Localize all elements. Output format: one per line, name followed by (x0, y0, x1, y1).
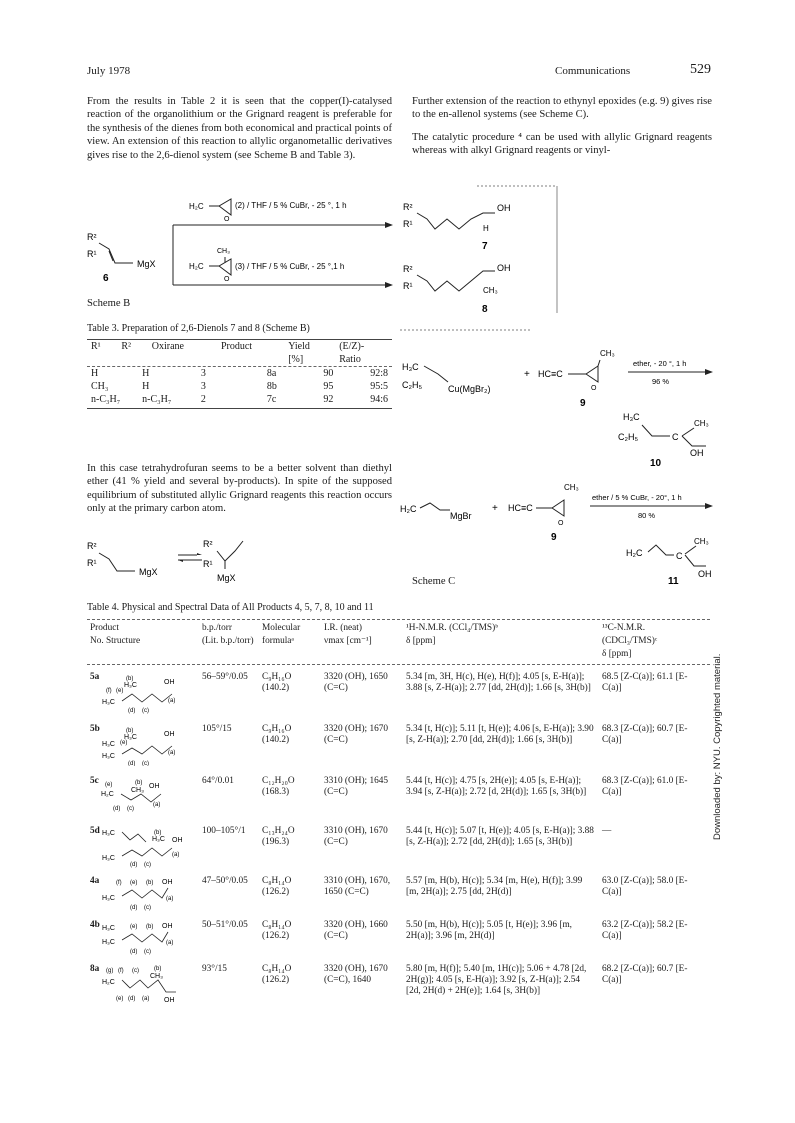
scheme-b-o-top: O (224, 216, 230, 223)
svg-text:(e): (e) (115, 687, 123, 694)
scheme-b-mgx: MgX (137, 259, 156, 269)
svg-text:H₃C: H₃C (102, 740, 116, 748)
svg-text:(a): (a) (153, 801, 161, 808)
svg-text:(c): (c) (144, 861, 152, 868)
table-row: 4b H₃C (e) (b) OH H₃C (a) (d) (c) 50–51°/0.05 C₈H₁₄O (126.2) 3320 (OH), 1660 (C=C) 5.50 [m, H(b), H(c)]; 5.05 [t, H(e)]; 3.96 [m, 2H(a)]; 3.96 [m, 2H(d)] 63.2 [Z-C(a)]; 58.2 [E-C(a)] (90, 919, 688, 955)
scheme-c (400, 328, 720, 588)
svg-text:CH₃: CH₃ (600, 349, 615, 358)
svg-text:+: + (492, 503, 498, 514)
svg-text:(c): (c) (142, 760, 150, 766)
svg-text:OH: OH (163, 678, 175, 686)
svg-text:R¹: R¹ (87, 558, 97, 568)
svg-text:OH: OH (164, 730, 175, 738)
svg-text:(d): (d) (113, 805, 121, 812)
condition-c2: ether / 5 % CuBr, - 20°, 1 h (592, 493, 682, 502)
compound-8: 8 (482, 304, 488, 315)
svg-text:H₃C: H₃C (102, 938, 116, 946)
table-row: 5d H₃C (b) H₃C H₃C OH (a) (d) (c) 100–105°/1 C₁₃H₂₄O (196.3) 3310 (OH), 1670 (C=C) 5.44 [t, H(c)]; 5.07 [t, H(e)]; 4.05 [s, E-H(a)]; 3.88 [s, Z-H(a)]; 2.72 [dd, 2H(d)]; 1.65 [s, 3H(b)] — (90, 825, 612, 868)
table4-caption: Table 4. Physical and Spectral Data of All Products 4, 5, 7, 8, 10 and 11 (87, 602, 374, 613)
svg-text:H₃C: H₃C (102, 854, 116, 862)
svg-text:OH: OH (163, 996, 175, 1004)
svg-text:CH₃: CH₃ (483, 286, 498, 295)
svg-text:(a): (a) (141, 995, 149, 1002)
svg-text:(c): (c) (144, 948, 152, 955)
svg-text:HC≡C: HC≡C (508, 503, 533, 513)
svg-text:(a): (a) (167, 697, 175, 704)
svg-text:CH₃: CH₃ (149, 972, 163, 980)
svg-text:(f): (f) (105, 687, 112, 694)
table3: R¹ R² Oxirane Product Yield (E/Z)- [%] Ratio H H 3 8a 90 92:8 CH₃ H 3 8b 95 95:5 n-C₃H₇ n-C₃H₇ 2 7c 92 94:6 (87, 339, 392, 409)
svg-text:(c): (c) (127, 805, 135, 812)
table-row: H H 3 8a 90 92:8 (91, 368, 388, 379)
svg-text:(d): (d) (127, 707, 135, 714)
condition-top: (2) / THF / 5 % CuBr, - 25 °, 1 h (235, 201, 347, 210)
svg-text:H: H (483, 224, 489, 233)
scheme-b-ch3: CH₃ (217, 248, 230, 255)
svg-text:R¹: R¹ (403, 281, 413, 291)
svg-text:MgBr: MgBr (450, 511, 472, 521)
svg-text:(d): (d) (128, 760, 136, 766)
table-row: 8a (g) (f) (c) (b) CH₃ H₂C OH (e) (d) (a) 93°/15 C₈H₁₄O (126.2) 3320 (OH), 1670 (C=C), 1640 5.80 [m, H(f)]; 5.40 [m, 1H(c)]; 5.06 + 4.78 [2d, 2H(g)]; 4.05 [s, E-H(a)]; 3.92 [s, Z-H(a)]; 2.54 [2d, 2H(d) + 2H(e)]; 1.64 [s, 3H(b)] 68.2 [Z-C(a)]; 60.7 [E-C(a)] (90, 963, 688, 1004)
header-journal: Communications (555, 65, 631, 77)
table-row: 4a (f) (e) (b) OH H₃C (a) (d) (c) 47–50°/0.05 C₈H₁₄O (126.2) 3310 (OH), 1670, 1650 (C=C) 5.57 [m, H(b), H(c)]; 5.34 [m, H(e), H(f)]; 3.99 [m, 2H(a)]; 2.75 [dd, 2H(d)] 63.0 [Z-C(a)]; 58.0 [E-C(a)] (90, 875, 688, 911)
svg-text:(d): (d) (129, 904, 137, 911)
svg-text:(d): (d) (130, 861, 138, 868)
svg-text:(c): (c) (131, 967, 139, 974)
condition-bottom: (3) / THF / 5 % CuBr, - 25 °,1 h (235, 262, 345, 271)
svg-text:H₃C: H₃C (101, 894, 115, 902)
svg-text:H₃C: H₃C (102, 829, 116, 837)
structure-4b (102, 920, 186, 956)
compound-10: 10 (650, 458, 662, 469)
structure-8a (102, 964, 186, 1006)
svg-text:(b): (b) (125, 675, 133, 682)
yield-c2: 80 % (638, 511, 656, 520)
svg-text:+: + (524, 369, 530, 380)
table-row: 5b (b) H₃C H₃C H₃C OH (a) (e) (d) (c) 105°/15 C₉H₁₆O (140.2) 3320 (OH); 1670 (C=C) 5.34 [t, H(c)]; 5.11 [t, H(e)]; 4.06 [s, E-H(a)]; 3.90 [s, Z-H(a)]; 2.70 [dd, 2H(d)]; 1.66 [s, 3H(b)] 68.3 [Z-C(a)]; 60.7 [E-C(a)] (90, 723, 688, 766)
svg-text:O: O (558, 520, 564, 527)
svg-text:R²: R² (87, 541, 97, 551)
scheme-b-r1: R¹ (87, 249, 97, 259)
svg-text:CH₃: CH₃ (694, 537, 709, 546)
svg-text:MgX: MgX (217, 573, 236, 583)
svg-text:H₂C: H₂C (101, 978, 115, 986)
svg-text:OH: OH (698, 569, 712, 579)
table4: Product b.p./torr Molecular I.R. (neat) ¹H-N.M.R. (CCl₄/TMS)ᵇ ¹³C-N.M.R. No. Structure (Lit. b.p./torr) formulaᵃ νmax [cm⁻¹] δ [ppm] (CDCl₃/TMS)ᶜ δ [ppm] 5a (b) H₃C (f) (e) H₃C OH (a) (d) (c) 56–59°/0.05 C₉H₁₆O (140.2) 3320 (OH), 1650 (C=C) 5.34 [m, 3H, H(c), H(e), H(f)]; 4.05 [s, E-H(a)]; 3.88 [s, Z-H(a)]; 2.77 [dd, 2H(d)]; 1.66 [s, 3H(b)] 68.5 [Z-C(a)]; 61.1 [E-C(a)] 5b (b) H₃C H₃C H₃C OH (a) (e) (d) (c) 105°/15 C₉H₁₆O (140.2) 3320 (OH); 1670 (C=C) 5.34 [t, H(c)]; 5.11 [t, H(e)]; 4.06 [s, E-H(a)]; 3.90 [s, Z-H(a)]; 2.70 [dd, 2H(d)]; 1.66 [s, 3H(b)] 68.3 [Z-C(a)]; 60.7 [E-C(a)] 5c (e) (b) CH₃ H₂C OH (a) (d) (c) 64°/0.01 C₁₂H₂₀O (168.3) 3310 (OH); 1645 (C=C) 5.44 [t, H(c)]; 4.75 [s, 2H(e)]; 4.05 [s, E-H(a)]; 3.94 [s, Z-H(a)]; 2.72 [d, 2H(d)]; 1.65 [s, 3H(b)] 68.3 [Z-C(a)]; 61.0 [E-C(a)] 5d H₃C (b) H₃C H₃C OH (a) (d) (c) 100–105°/1 C₁₃H₂₄O (196.3) 3310 (OH), 1670 (C=C) 5.44 [t, H(c)]; 5.07 [t, H(e)]; 4.05 [s, E-H(a)]; 3.88 [s, Z-H(a)]; 2.72 [dd, 2H(d)]; 1.65 [s, 3H(b)] — 4a (f) (e) (b) OH H₃C (a) (d) (c) 47–50°/0.05 C₈H₁₄O (126.2) 3310 (OH), 1670, 1650 (C=C) 5.57 [m, H(b), H(c)]; 5.34 [m, H(e), H(f)]; 3.99 [m, 2H(a)]; 2.75 [dd, 2H(d)] 63.0 [Z-C(a)]; 58.0 [E-C(a)] 4b H₃C (e) (b) OH H₃C (a) (d) (c) 50–51°/0.05 C₈H₁₄O (126.2) 3320 (OH), 1660 (C=C) 5.50 [m, H(b), H(c)]; 5.05 [t, H(e)]; 3.96 [m, 2H(a)]; 3.96 [m, 2H(d)] 63.2 [Z-C(a)]; 58.2 [E-C(a)] 8a (g) (f) (c) (b) CH₃ H₂C OH (e) (d) (a) 93°/15 C₈H₁₄O (126.2) 3320 (OH), 1670 (C=C), 1640 5.80 [m, H(f)]; 5.40 [m, 1H(c)]; 5.06 + 4.78 [2d, 2H(g)]; 4.05 [s, E-H(a)]; 3.92 [s, Z-H(a)]; 2.54 [2d, 2H(d) + 2H(e)]; 1.64 [s, 3H(b)] 68.2 [Z-C(a)]; 60.7 [E-C(a)] (87, 619, 710, 1007)
compound-6: 6 (103, 273, 109, 284)
svg-text:H₃C: H₃C (123, 681, 137, 689)
svg-text:(a): (a) (168, 749, 176, 756)
svg-text:(b): (b) (146, 923, 154, 930)
structure-5d (102, 826, 186, 868)
svg-text:R²: R² (403, 264, 413, 274)
svg-text:(b): (b) (135, 779, 143, 786)
scheme-b-o-bot: O (224, 276, 230, 283)
table-row: 5a (b) H₃C (f) (e) H₃C OH (a) (d) (c) 56–59°/0.05 C₉H₁₆O (140.2) 3320 (OH), 1650 (C=C) 5.34 [m, 3H, H(c), H(e), H(f)]; 4.05 [s, E-H(a)]; 3.88 [s, Z-H(a)]; 2.77 [dd, 2H(d)]; 1.66 [s, 3H(b)] 68.5 [Z-C(a)]; 61.1 [E-C(a)] (90, 671, 688, 714)
structure-5c (101, 776, 185, 816)
svg-text:R²: R² (403, 202, 413, 212)
svg-text:(b): (b) (126, 727, 134, 734)
download-watermark: Downloaded by: NYU. Copyrighted material. (712, 653, 723, 840)
scheme-c-label: Scheme C (412, 576, 456, 587)
svg-text:(b): (b) (153, 965, 161, 972)
svg-text:OH: OH (690, 448, 704, 458)
svg-text:O: O (591, 385, 597, 392)
right-paragraph-2: The catalytic procedure ⁴ can be used with allylic Grignard reagents whereas with alkyl Grignard reagents or vinyl- (412, 132, 712, 157)
scheme-b (85, 185, 565, 317)
svg-text:HC≡C: HC≡C (538, 369, 563, 379)
yield-c1: 96 % (652, 377, 670, 386)
svg-text:R¹: R¹ (403, 219, 413, 229)
svg-text:(e): (e) (129, 879, 137, 886)
scheme-b-h2c-bot: H₂C (189, 262, 204, 271)
svg-text:C₂H₅: C₂H₅ (618, 432, 639, 442)
svg-text:(a): (a) (165, 895, 173, 902)
svg-text:H₃C: H₃C (102, 924, 116, 932)
svg-text:(d): (d) (127, 995, 135, 1002)
svg-text:CH₃: CH₃ (564, 483, 579, 492)
svg-text:(a): (a) (166, 939, 174, 946)
svg-text:C₂H₅: C₂H₅ (402, 380, 423, 390)
svg-text:H₃C: H₃C (623, 412, 640, 422)
table-row: 5c (e) (b) CH₃ H₂C OH (a) (d) (c) 64°/0.01 C₁₂H₂₀O (168.3) 3310 (OH); 1645 (C=C) 5.44 [t, H(c)]; 4.75 [s, 2H(e)]; 4.05 [s, E-H(a)]; 3.94 [s, Z-H(a)]; 2.72 [d, 2H(d)]; 1.65 [s, 3H(b)] 68.3 [Z-C(a)]; 61.0 [E-C(a)] (87, 775, 710, 825)
svg-text:OH: OH (161, 878, 173, 886)
table3-caption: Table 3. Preparation of 2,6-Dienols 7 and 8 (Scheme B) (87, 323, 310, 334)
right-paragraph-1: Further extension of the reaction to ethynyl epoxides (e.g. 9) gives rise to the en-allenol systems (see Scheme C). (412, 96, 712, 121)
left-paragraph-2: In this case tetrahydrofuran seems to be a better solvent than diethyl ether (41 % yield and several by-products). In spite of the supposed equilibrium of substituted allylic Grignard reagents this reaction occurs only at the primary carbon atom. (87, 463, 392, 515)
svg-text:H₃C: H₃C (101, 698, 115, 706)
product-7-oh: OH (497, 203, 511, 213)
left-paragraph-1: From the results in Table 2 it is seen that the copper(I)-catalysed reaction of the organolithium or the Grignard reagent is preferable for the synthesis of the dienes from both economical and practical points of view. An extension of this reaction to allylic organometallic derivatives gives rise to the 2,6-dienol system (see Scheme B and Table 3). (87, 96, 392, 161)
structure-5b (102, 724, 186, 766)
svg-text:(f): (f) (115, 879, 122, 886)
svg-text:(b): (b) (145, 879, 153, 886)
compound-7: 7 (482, 241, 488, 252)
svg-text:OH: OH (162, 922, 173, 930)
svg-text:H₃C: H₃C (152, 835, 166, 843)
svg-text:R²: R² (203, 539, 213, 549)
svg-text:(e): (e) (105, 781, 113, 788)
structure-5a (102, 672, 186, 714)
svg-text:(c): (c) (141, 707, 149, 714)
svg-text:C: C (672, 432, 679, 442)
svg-text:(e): (e) (130, 923, 138, 930)
scheme-b-r2: R² (87, 232, 97, 242)
svg-text:(a): (a) (172, 851, 180, 858)
product-8-oh: OH (497, 263, 511, 273)
svg-text:(e): (e) (120, 739, 128, 746)
allyl-equilibrium (85, 533, 285, 591)
table-row: n-C₃H₇ n-C₃H₇ 2 7c 92 94:6 (91, 394, 388, 405)
svg-text:OH: OH (172, 836, 183, 844)
svg-text:CH₃: CH₃ (131, 786, 145, 794)
svg-text:H₂C: H₂C (101, 790, 114, 798)
svg-text:(g): (g) (105, 967, 113, 974)
svg-text:H₃C: H₃C (402, 362, 419, 372)
svg-text:(d): (d) (130, 948, 138, 955)
svg-text:MgX: MgX (139, 567, 158, 577)
svg-text:H₂C: H₂C (400, 504, 417, 514)
svg-text:Cu(MgBr₂): Cu(MgBr₂) (448, 384, 491, 394)
compound-9-bottom: 9 (551, 532, 557, 543)
page-number: 529 (690, 62, 711, 77)
structure-4a (102, 876, 186, 912)
svg-text:(f): (f) (117, 967, 124, 974)
condition-c1: ether, - 20 °, 1 h (633, 359, 687, 368)
svg-text:R¹: R¹ (203, 559, 213, 569)
svg-text:H₂C: H₂C (626, 548, 643, 558)
svg-text:CH₃: CH₃ (694, 419, 709, 428)
compound-11: 11 (668, 576, 679, 587)
table-row: CH₃ H 3 8b 95 95:5 (91, 381, 388, 392)
svg-text:(e): (e) (115, 995, 123, 1002)
svg-text:(b): (b) (154, 829, 162, 836)
svg-text:H₃C: H₃C (124, 733, 138, 741)
svg-text:(c): (c) (143, 904, 151, 911)
scheme-b-h2c-top: H₂C (189, 202, 204, 211)
scheme-b-label: Scheme B (87, 298, 131, 309)
svg-text:OH: OH (149, 782, 160, 790)
svg-text:H₃C: H₃C (102, 752, 116, 760)
compound-9-top: 9 (580, 398, 586, 409)
svg-text:C: C (676, 551, 683, 561)
header-date: July 1978 (87, 65, 131, 77)
